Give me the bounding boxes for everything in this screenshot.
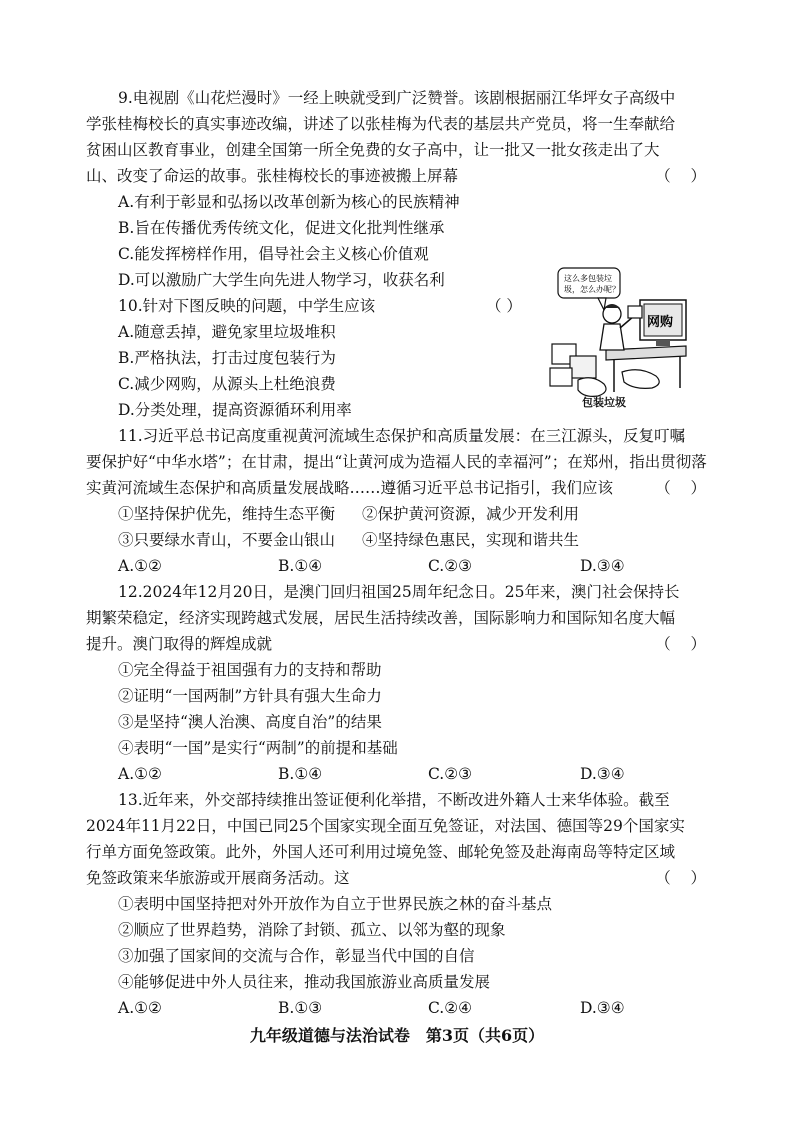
q9-option-c: C.能发挥榜样作用，倡导社会主义核心价值观 (118, 245, 429, 263)
q13-item-3: ③加强了国家间的交流与合作，彰显当代中国的自信 (118, 947, 475, 965)
bubble-line-2: 圾，怎么办呢？ (564, 285, 620, 294)
q13-choice-a: A.①② (118, 999, 162, 1017)
q13-item-4: ④能够促进中外人员往来，推动我国旅游业高质量发展 (118, 973, 491, 991)
q13-item-2: ②顺应了世界趋势，消除了封锁、孤立、以邻为壑的现象 (118, 921, 506, 939)
q9-option-d: D.可以激励广大学生向先进人物学习，收获名利 (118, 271, 445, 289)
q10-option-a: A.随意丢掉，避免家里垃圾堆积 (118, 323, 336, 341)
q11-item-4: ④坚持绿色惠民，实现和谐共生 (362, 531, 580, 549)
packaging-waste-cartoon (548, 262, 688, 412)
cartoon-caption: 包装垃圾 (582, 396, 626, 409)
q12-stem-line-2: 期繁荣稳定，经济实现跨越式发展，居民生活持续改善，国际影响力和国际知名度大幅 (86, 609, 676, 627)
q11-item-3: ③只要绿水青山，不要金山银山 (118, 531, 336, 549)
q9-stem-line-3: 贫困山区教育事业，创建全国第一所全免费的女子高中，让一批又一批女孩走出了大 (86, 141, 660, 159)
q9-stem-line-2: 学张桂梅校长的真实事迹改编，讲述了以张桂梅为代表的基层共产党员，将一生奉献给 (86, 115, 676, 133)
q12-item-2: ②证明“一国两制”方针具有强大生命力 (118, 687, 382, 705)
q11-item-1: ①坚持保护优先，维持生态平衡 (118, 505, 336, 523)
q9-option-b: B.旨在传播优秀传统文化，促进文化批判性继承 (118, 219, 445, 237)
q13-choice-c: C.②④ (428, 999, 473, 1017)
q11-answer-bracket: （ ） (655, 479, 706, 497)
q13-item-1: ①表明中国坚持把对外开放作为自立于世界民族之林的奋斗基点 (118, 895, 553, 913)
q12-stem-line-1: 12.2024年12月20日，是澳门回归祖国25周年纪念日。25年来，澳门社会保持长 (118, 583, 680, 601)
q12-item-3: ③是坚持“澳人治澳、高度自治”的结果 (118, 713, 382, 731)
q12-choice-b: B.①④ (278, 765, 323, 783)
q12-item-4: ④表明“一国”是实行“两制”的前提和基础 (118, 739, 398, 757)
page-footer: 九年级道德与法治试卷 第3页（共6页） (249, 1026, 545, 1045)
q9-stem-line-1: 9.电视剧《山花烂漫时》一经上映就受到广泛赞誉。该剧根据丽江华坪女子高级中 (118, 89, 676, 107)
q9-answer-bracket: （ ） (655, 167, 706, 185)
q13-stem-line-1: 13.近年来，外交部持续推出签证便利化举措，不断改进外籍人士来华体验。截至 (118, 791, 670, 809)
q13-answer-bracket: （ ） (655, 869, 706, 887)
q11-choice-b: B.①④ (278, 557, 323, 575)
cartoon-illustration (548, 262, 688, 412)
q9-stem-line-4: 山、改变了命运的故事。张桂梅校长的事迹被搬上屏幕 (86, 167, 459, 185)
q13-choice-d: D.③④ (580, 999, 625, 1017)
bubble-line-1: 这么多包装垃 (564, 274, 612, 283)
q11-item-2: ②保护黄河资源，减少开发利用 (362, 505, 580, 523)
q13-stem-line-3: 行单方面免签政策。此外，外国人还可利用过境免签、邮轮免签及赴海南岛等特定区域 (86, 843, 676, 861)
q11-choice-d: D.③④ (580, 557, 625, 575)
q13-stem-line-4: 免签政策来华旅游或开展商务活动。这 (86, 869, 350, 887)
q11-choice-c: C.②③ (428, 557, 473, 575)
q10-stem: 10.针对下图反映的问题，中学生应该 (118, 297, 376, 315)
q12-choice-d: D.③④ (580, 765, 625, 783)
q12-stem-line-3: 提升。澳门取得的辉煌成就 (86, 635, 273, 653)
q9-option-a: A.有利于彰显和弘扬以改革创新为核心的民族精神 (118, 193, 460, 211)
q13-choice-b: B.①③ (278, 999, 323, 1017)
q11-stem-line-1: 11.习近平总书记高度重视黄河流域生态保护和高质量发展：在三江源头，反复叮嘱 (118, 427, 686, 445)
q10-option-b: B.严格执法，打击过度包装行为 (118, 349, 336, 367)
q11-stem-line-3: 实黄河流域生态保护和高质量发展战略……遵循习近平总书记指引，我们应该 (86, 479, 614, 497)
q12-answer-bracket: （ ） (655, 635, 706, 653)
q12-choice-c: C.②③ (428, 765, 473, 783)
q10-option-c: C.减少网购，从源头上杜绝浪费 (118, 375, 336, 393)
q12-choice-a: A.①② (118, 765, 162, 783)
q10-option-d: D.分类处理，提高资源循环利用率 (118, 401, 352, 419)
q11-choice-a: A.①② (118, 557, 162, 575)
q13-stem-line-2: 2024年11月22日，中国已同25个国家实现全面互免签证，对法国、德国等29个国家实 (86, 817, 685, 835)
screen-text: 网购 (647, 315, 674, 330)
q11-stem-line-2: 要保护好“中华水塔”；在甘肃，提出“让黄河成为造福人民的幸福河”；在郑州，指出贯彻落 (86, 453, 707, 471)
q12-item-1: ①完全得益于祖国强有力的支持和帮助 (118, 661, 382, 679)
q10-answer-bracket: （ ） (486, 297, 522, 315)
